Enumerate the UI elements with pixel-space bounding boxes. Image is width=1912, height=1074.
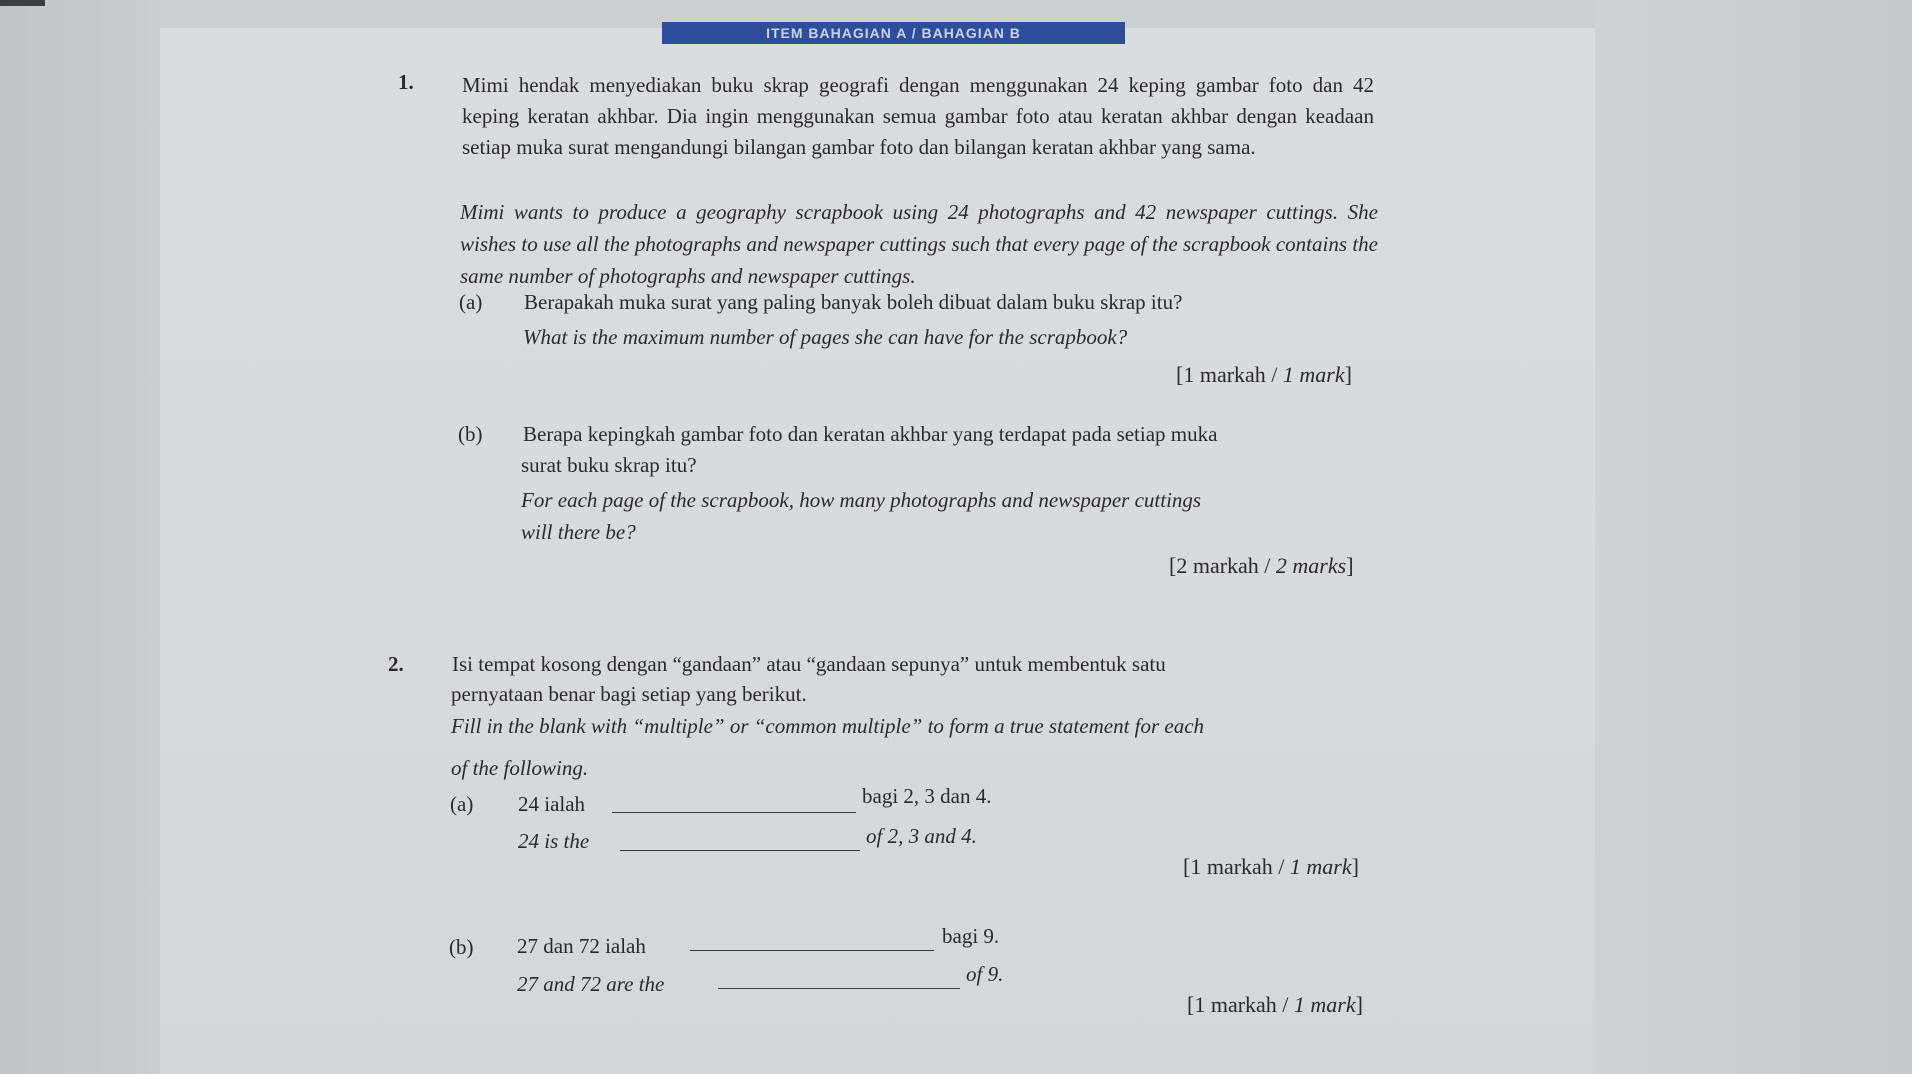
marks-close: ]	[1351, 854, 1359, 879]
question-2a-label: (a)	[450, 792, 474, 816]
question-2a-english-prefix: 24 is the	[518, 829, 590, 853]
question-1b-marks	[1169, 553, 1354, 579]
question-2b-malay-prefix: 27 dan 72 ialah	[517, 934, 646, 958]
question-2b-marks	[1187, 992, 1363, 1018]
question-1b-malay-line1: Berapa kepingkah gambar foto dan keratan akhbar yang terdapat pada setiap muka	[523, 422, 1218, 446]
section-banner: ITEM BAHAGIAN A / BAHAGIAN B	[662, 22, 1125, 44]
question-2-number: 2.	[388, 652, 404, 676]
question-1a-label: (a)	[459, 290, 483, 314]
question-2b-english-blank[interactable]	[718, 988, 960, 989]
question-1a-marks	[1176, 362, 1352, 388]
marks-english: 2 marks	[1275, 553, 1347, 578]
question-2a-english-suffix: of 2, 3 and 4.	[866, 824, 977, 848]
question-2-malay-line2: pernyataan benar bagi setiap yang berikut.	[451, 682, 807, 706]
marks-malay: [1 markah /	[1187, 992, 1294, 1017]
marks-malay: [1 markah /	[1176, 362, 1283, 387]
question-2-english-line1: Fill in the blank with “multiple” or “common multiple” to form a true statement for each	[451, 714, 1205, 738]
question-2b-label: (b)	[449, 935, 474, 959]
question-2a-marks	[1183, 854, 1359, 880]
question-1-malay: Mimi hendak menyediakan buku skrap geografi dengan menggunakan 24 keping gambar foto dan 42 keping keratan akhbar. Dia ingin menggunakan semua gambar foto atau keratan akhbar dengan keadaan setiap muka surat mengandungi bilangan gambar foto dan bilangan keratan akhbar yang sama.	[462, 73, 1374, 159]
background-right	[1595, 0, 1912, 1074]
question-1a-malay: Berapakah muka surat yang paling banyak boleh dibuat dalam buku skrap itu?	[524, 290, 1183, 314]
question-2b-malay-blank[interactable]	[690, 950, 934, 951]
question-2b-english-suffix: of 9.	[966, 962, 1004, 986]
marks-close: ]	[1355, 992, 1363, 1017]
question-1b-english-line2: will there be?	[521, 520, 636, 544]
marks-english: 1 mark	[1293, 992, 1356, 1017]
question-1b-malay-line2: surat buku skrap itu?	[521, 453, 697, 477]
question-2b-english-prefix: 27 and 72 are the	[517, 972, 665, 996]
question-2a-malay-suffix: bagi 2, 3 dan 4.	[862, 784, 992, 808]
marks-close: ]	[1346, 553, 1354, 578]
question-1a-english: What is the maximum number of pages she can have for the scrapbook?	[523, 325, 1128, 349]
marks-close: ]	[1344, 362, 1352, 387]
question-1-number: 1.	[398, 70, 414, 94]
background-left	[0, 0, 160, 1074]
marks-malay: [1 markah /	[1183, 854, 1290, 879]
question-1b-english-line1: For each page of the scrapbook, how many photographs and newspaper cuttings	[521, 488, 1202, 512]
question-2a-malay-blank[interactable]	[612, 812, 856, 813]
marks-english: 1 mark	[1282, 362, 1345, 387]
marks-malay: [2 markah /	[1169, 553, 1276, 578]
question-2a-malay-prefix: 24 ialah	[518, 792, 586, 816]
corner-mark	[0, 0, 45, 6]
worksheet-page	[160, 28, 1595, 1074]
question-2-malay-line1: Isi tempat kosong dengan “gandaan” atau “gandaan sepunya” untuk membentuk satu	[452, 652, 1166, 676]
question-1b-label: (b)	[458, 422, 483, 446]
question-1-english: Mimi wants to produce a geography scrapbook using 24 photographs and 42 newspaper cuttings. She wishes to use all the photographs and newspaper cuttings such that every page of the scrapbook contains the same number of photographs and newspaper cuttings.	[460, 200, 1378, 288]
question-2-english-line2: of the following.	[451, 756, 589, 780]
marks-english: 1 mark	[1289, 854, 1352, 879]
question-2a-english-blank[interactable]	[620, 850, 860, 851]
question-2b-malay-suffix: bagi 9.	[942, 924, 1000, 948]
